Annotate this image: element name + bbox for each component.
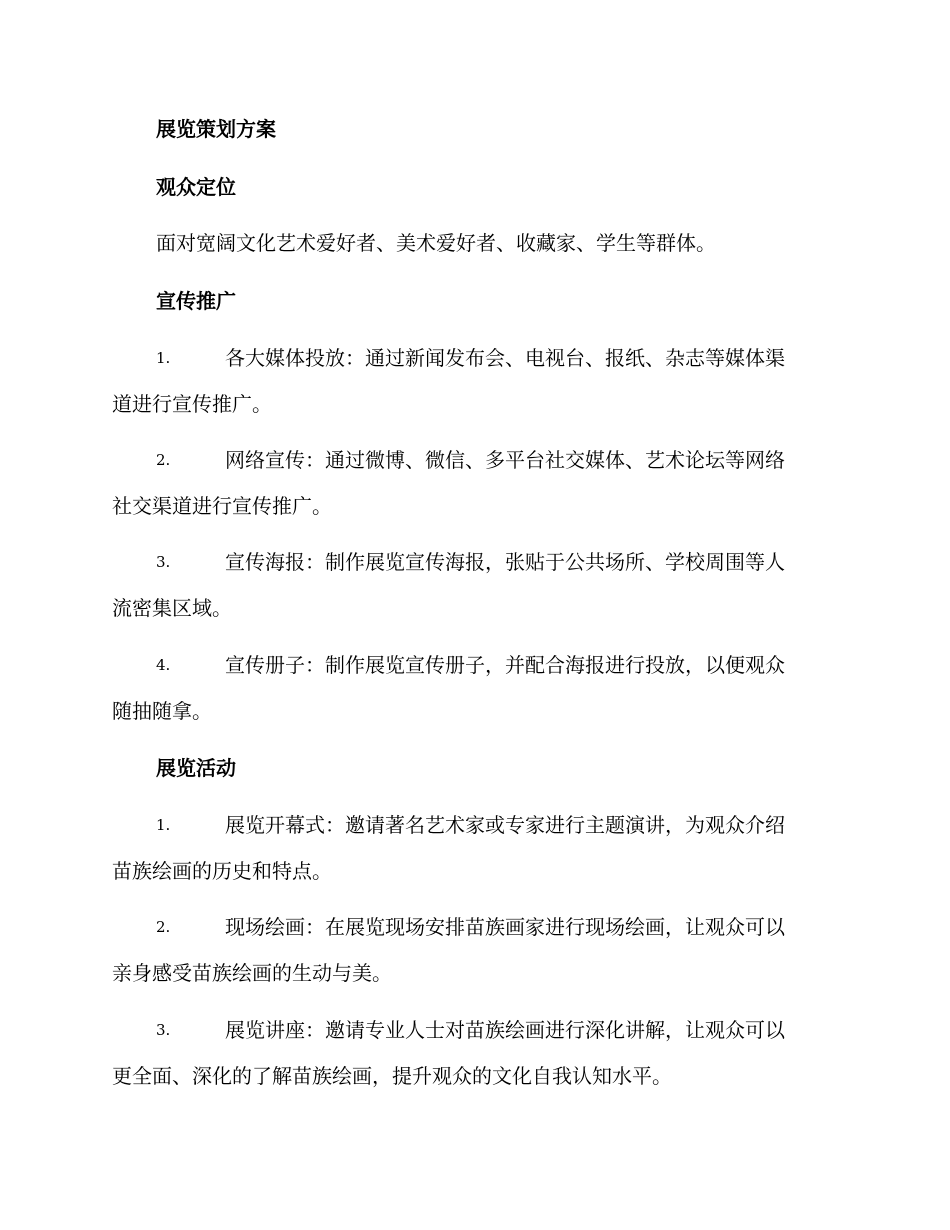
list-item — [112, 344, 834, 418]
section-heading-promotion: 宣传推广 — [156, 289, 236, 313]
list-item-text-continued: 亲身感受苗族绘画的生动与美。 — [112, 961, 392, 985]
list-item-number: 4. — [156, 656, 171, 674]
list-item-text: 宣传海报：制作展览宣传海报，张贴于公共场所、学校周围等人 — [225, 550, 785, 574]
list-item-text: 网络宣传：通过微博、微信、多平台社交媒体、艺术论坛等网络 — [225, 448, 785, 472]
audience-paragraph: 面对宽阔文化艺术爱好者、美术爱好者、收藏家、学生等群体。 — [156, 231, 716, 255]
list-item — [112, 548, 834, 622]
list-item-text-continued: 社交渠道进行宣传推广。 — [112, 494, 332, 518]
document-title: 展览策划方案 — [156, 117, 276, 141]
list-item-text: 宣传册子：制作展览宣传册子，并配合海报进行投放，以便观众 — [225, 653, 785, 677]
list-item-text-continued: 随抽随拿。 — [112, 699, 212, 723]
list-item-text-continued: 苗族绘画的历史和特点。 — [112, 859, 332, 883]
list-item — [112, 1016, 834, 1090]
list-item-number: 2. — [156, 451, 171, 469]
list-item-text: 展览讲座：邀请专业人士对苗族绘画进行深化讲解，让观众可以 — [225, 1018, 785, 1042]
list-item-number: 3. — [156, 553, 171, 571]
list-item — [112, 811, 834, 885]
list-item-text: 现场绘画：在展览现场安排苗族画家进行现场绘画，让观众可以 — [225, 915, 785, 939]
list-item-text: 各大媒体投放：通过新闻发布会、电视台、报纸、杂志等媒体渠 — [225, 346, 785, 370]
list-item — [112, 446, 834, 520]
list-item-number: 2. — [156, 918, 171, 936]
section-heading-activities: 展览活动 — [156, 756, 236, 780]
list-item-text-continued: 道进行宣传推广。 — [112, 392, 272, 416]
list-item-text-continued: 更全面、深化的了解苗族绘画，提升观众的文化自我认知水平。 — [112, 1064, 672, 1088]
list-item-text: 展览开幕式：邀请著名艺术家或专家进行主题演讲，为观众介绍 — [225, 813, 785, 837]
list-item-number: 1. — [156, 349, 171, 367]
list-item-text-continued: 流密集区域。 — [112, 596, 232, 620]
list-item — [112, 651, 834, 725]
list-item-number: 1. — [156, 816, 171, 834]
list-item-number: 3. — [156, 1021, 171, 1039]
section-heading-audience: 观众定位 — [156, 175, 236, 199]
list-item — [112, 913, 834, 987]
